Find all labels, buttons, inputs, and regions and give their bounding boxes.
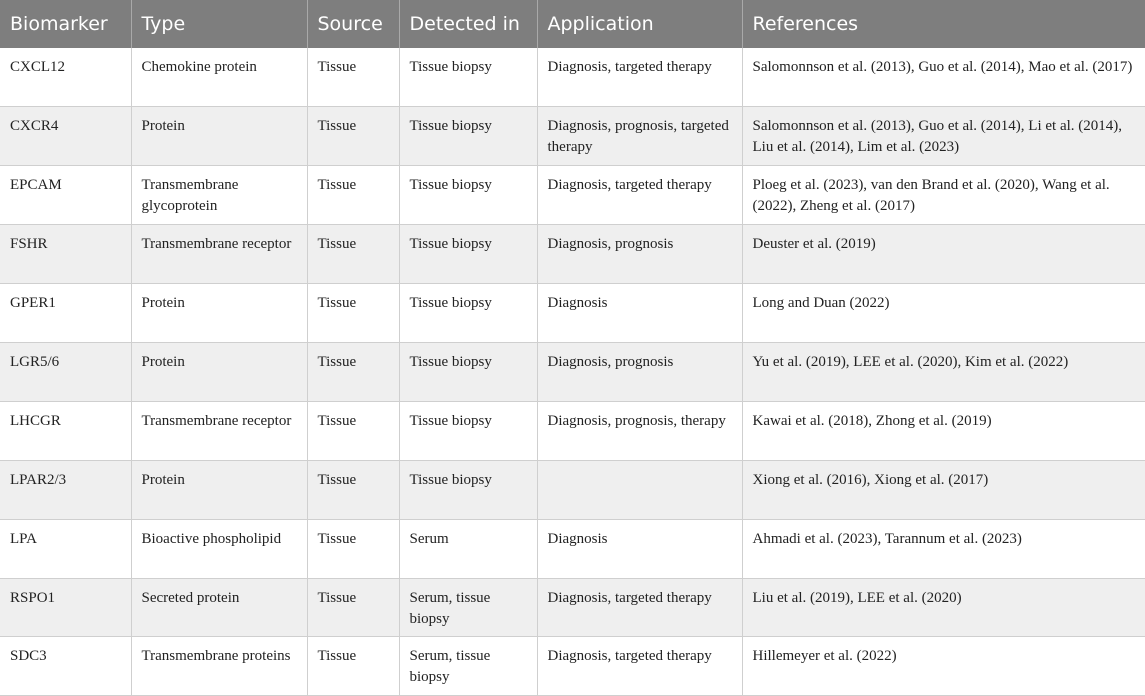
cell-application: Diagnosis, targeted therapy	[537, 637, 742, 696]
cell-application: Diagnosis, prognosis	[537, 342, 742, 401]
cell-application: Diagnosis	[537, 519, 742, 578]
table-row	[0, 48, 1145, 107]
cell-biomarker: FSHR	[0, 225, 131, 284]
table-row	[0, 401, 1145, 460]
header-biomarker: Biomarker	[0, 0, 131, 48]
cell-type: Secreted protein	[131, 578, 307, 637]
table-body	[0, 48, 1145, 696]
cell-application: Diagnosis, targeted therapy	[537, 578, 742, 637]
table-row	[0, 519, 1145, 578]
cell-detected-in: Tissue biopsy	[399, 166, 537, 225]
header-source: Source	[307, 0, 399, 48]
cell-biomarker: LPA	[0, 519, 131, 578]
cell-biomarker: SDC3	[0, 637, 131, 696]
cell-source: Tissue	[307, 460, 399, 519]
cell-detected-in: Tissue biopsy	[399, 107, 537, 166]
cell-type: Transmembrane glycoprotein	[131, 166, 307, 225]
cell-biomarker: GPER1	[0, 284, 131, 343]
cell-references: Liu et al. (2019), LEE et al. (2020)	[742, 578, 1145, 637]
table-row	[0, 460, 1145, 519]
cell-application: Diagnosis	[537, 284, 742, 343]
table-row	[0, 578, 1145, 637]
cell-references: Kawai et al. (2018), Zhong et al. (2019)	[742, 401, 1145, 460]
cell-source: Tissue	[307, 578, 399, 637]
cell-application: Diagnosis, prognosis	[537, 225, 742, 284]
header-detected-in: Detected in	[399, 0, 537, 48]
cell-biomarker: CXCR4	[0, 107, 131, 166]
cell-source: Tissue	[307, 284, 399, 343]
cell-type: Protein	[131, 460, 307, 519]
table-row	[0, 637, 1145, 696]
cell-application: Diagnosis, prognosis, therapy	[537, 401, 742, 460]
header-type: Type	[131, 0, 307, 48]
table-row	[0, 107, 1145, 166]
cell-references: Xiong et al. (2016), Xiong et al. (2017)	[742, 460, 1145, 519]
cell-biomarker: LHCGR	[0, 401, 131, 460]
cell-type: Chemokine protein	[131, 48, 307, 107]
cell-references: Salomonnson et al. (2013), Guo et al. (2014), Mao et al. (2017)	[742, 48, 1145, 107]
cell-type: Bioactive phospholipid	[131, 519, 307, 578]
cell-references: Hillemeyer et al. (2022)	[742, 637, 1145, 696]
cell-detected-in: Tissue biopsy	[399, 48, 537, 107]
cell-biomarker: EPCAM	[0, 166, 131, 225]
cell-type: Transmembrane receptor	[131, 225, 307, 284]
cell-biomarker: RSPO1	[0, 578, 131, 637]
cell-application: Diagnosis, targeted therapy	[537, 48, 742, 107]
cell-source: Tissue	[307, 166, 399, 225]
cell-source: Tissue	[307, 401, 399, 460]
cell-detected-in: Serum	[399, 519, 537, 578]
header-row	[0, 0, 1145, 48]
cell-biomarker: LPAR2/3	[0, 460, 131, 519]
cell-source: Tissue	[307, 48, 399, 107]
cell-biomarker: CXCL12	[0, 48, 131, 107]
cell-type: Protein	[131, 342, 307, 401]
cell-detected-in: Serum, tissue biopsy	[399, 637, 537, 696]
cell-source: Tissue	[307, 225, 399, 284]
table-row	[0, 225, 1145, 284]
cell-detected-in: Tissue biopsy	[399, 284, 537, 343]
table-row	[0, 284, 1145, 343]
cell-references: Salomonnson et al. (2013), Guo et al. (2014), Li et al. (2014), Liu et al. (2014), Lim et al. (2023)	[742, 107, 1145, 166]
cell-biomarker: LGR5/6	[0, 342, 131, 401]
cell-source: Tissue	[307, 637, 399, 696]
cell-type: Protein	[131, 284, 307, 343]
cell-source: Tissue	[307, 107, 399, 166]
cell-type: Transmembrane receptor	[131, 401, 307, 460]
cell-detected-in: Tissue biopsy	[399, 342, 537, 401]
table-row	[0, 342, 1145, 401]
cell-detected-in: Tissue biopsy	[399, 460, 537, 519]
cell-detected-in: Serum, tissue biopsy	[399, 578, 537, 637]
cell-application: Diagnosis, prognosis, targeted therapy	[537, 107, 742, 166]
cell-detected-in: Tissue biopsy	[399, 401, 537, 460]
cell-source: Tissue	[307, 519, 399, 578]
cell-references: Long and Duan (2022)	[742, 284, 1145, 343]
cell-application	[537, 460, 742, 519]
table-header	[0, 0, 1145, 48]
cell-references: Ahmadi et al. (2023), Tarannum et al. (2023)	[742, 519, 1145, 578]
header-application: Application	[537, 0, 742, 48]
cell-references: Ploeg et al. (2023), van den Brand et al. (2020), Wang et al. (2022), Zheng et al. (2017)	[742, 166, 1145, 225]
table-row	[0, 166, 1145, 225]
cell-type: Protein	[131, 107, 307, 166]
cell-source: Tissue	[307, 342, 399, 401]
cell-detected-in: Tissue biopsy	[399, 225, 537, 284]
cell-type: Transmembrane proteins	[131, 637, 307, 696]
header-references: References	[742, 0, 1145, 48]
cell-references: Deuster et al. (2019)	[742, 225, 1145, 284]
cell-application: Diagnosis, targeted therapy	[537, 166, 742, 225]
cell-references: Yu et al. (2019), LEE et al. (2020), Kim et al. (2022)	[742, 342, 1145, 401]
